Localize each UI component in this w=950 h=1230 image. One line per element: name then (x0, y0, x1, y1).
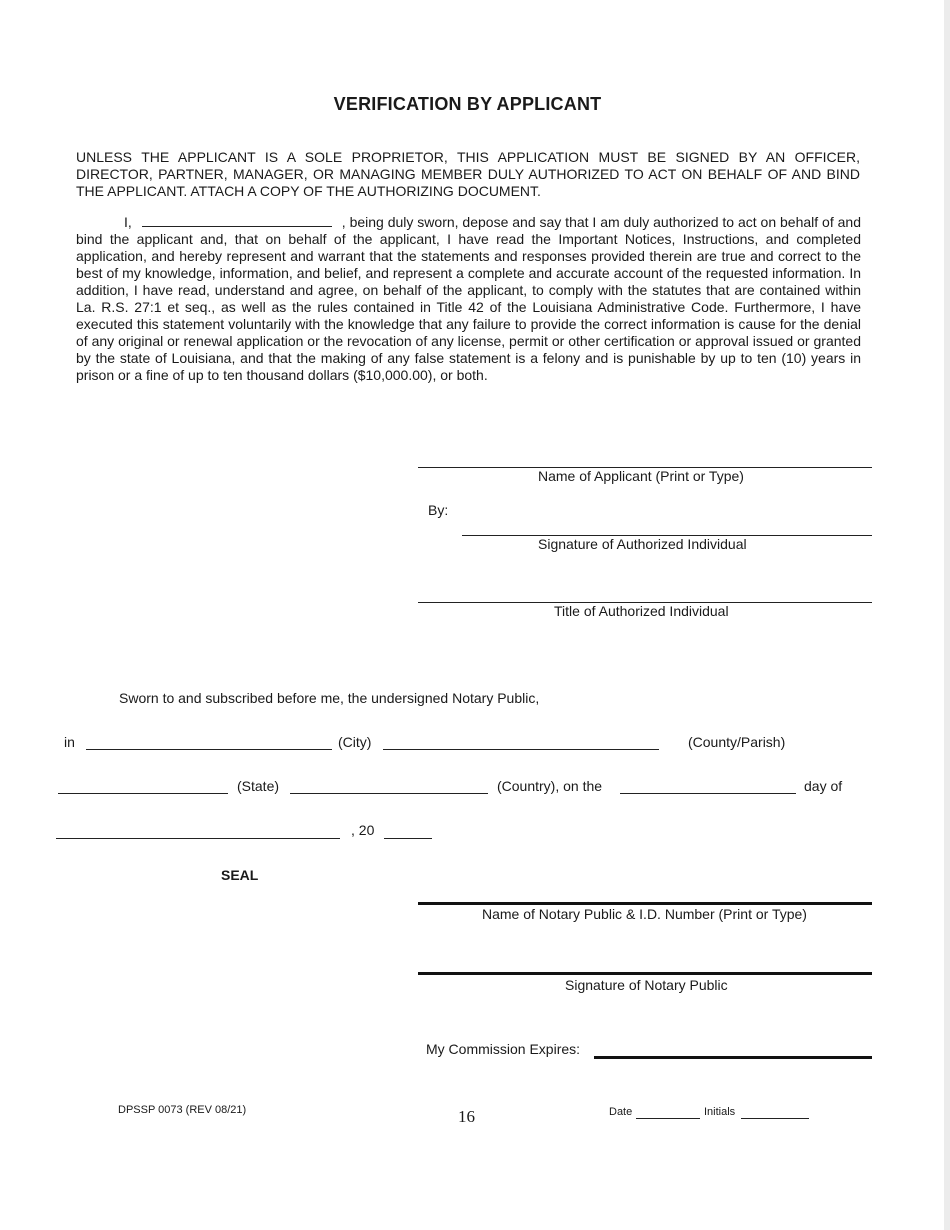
seal-label: SEAL (221, 867, 259, 883)
month-line[interactable] (56, 838, 340, 839)
applicant-name-blank[interactable] (142, 214, 332, 227)
date-label: Date (609, 1106, 633, 1118)
statement-prefix: I, (124, 214, 132, 230)
day-of-label: day of (804, 778, 843, 794)
in-label: in (64, 734, 75, 750)
initials-label: Initials (704, 1106, 736, 1118)
by-label: By: (428, 502, 449, 518)
state-line[interactable] (58, 793, 228, 794)
page-title: VERIFICATION BY APPLICANT (333, 94, 602, 114)
applicant-name-caption: Name of Applicant (Print or Type) (538, 468, 744, 484)
verification-statement (76, 214, 861, 384)
notary-name-line[interactable] (418, 902, 872, 905)
state-label: (State) (237, 778, 280, 794)
country-label: (Country), on the (497, 778, 603, 794)
statement-body: , being duly sworn, depose and say that I am duly authorized to act on behalf of and bind the applicant and, that on behalf of the applicant, I have read the Important Notices, Instructions, and completed application, and hereby represent and warrant that the statements and responses provided therein are true and correct to the best of my knowledge, information, and belief, and represent a complete and accurate account of the requested information. In addition, I have read, understand and agree, on behalf of the applicant, to comply with the statutes that are contained within La. R.S. 27:1 et seq., as well as the rules contained in Title 42 of the Louisiana Administrative Code. Furthermore, I have executed this statement voluntarily with the knowledge that any failure to provide the correct information is cause for the denial of any original or renewal application or the revocation of any license, permit or other certification or approval issued or granted by the state of Louisiana, and that the making of any false statement is a felony and is punishable by up to ten (10) years in prison or a fine of up to ten thousand dollars ($10,000.00), or both. (76, 214, 861, 383)
page-edge (944, 0, 950, 1230)
notary-signature-line[interactable] (418, 972, 872, 975)
form-id: DPSSP 0073 (REV 08/21) (118, 1104, 247, 1116)
country-line[interactable] (290, 793, 488, 794)
page-number: 16 (458, 1107, 475, 1126)
commission-expires-line[interactable] (594, 1056, 872, 1059)
notary-name-caption: Name of Notary Public & I.D. Number (Print or Type) (482, 906, 807, 922)
county-line[interactable] (383, 749, 659, 750)
year-line[interactable] (384, 838, 432, 839)
year-label: , 20 (351, 822, 375, 838)
commission-expires-label: My Commission Expires: (426, 1041, 581, 1057)
day-line[interactable] (620, 793, 796, 794)
sworn-text: Sworn to and subscribed before me, the undersigned Notary Public, (119, 690, 540, 706)
city-label: (City) (338, 734, 372, 750)
initials-line[interactable] (741, 1118, 809, 1119)
authorized-signature-caption: Signature of Authorized Individual (538, 536, 747, 552)
notary-signature-caption: Signature of Notary Public (565, 977, 728, 993)
county-label: (County/Parish) (688, 734, 786, 750)
signing-instructions: UNLESS THE APPLICANT IS A SOLE PROPRIETOR, THIS APPLICATION MUST BE SIGNED BY AN OFFICER, DIRECTOR, PARTNER, MANAGER, OR MANAGING MEMBER DULY AUTHORIZED TO ACT ON BEHALF OF AND BIND THE APPLICANT. ATTACH A COPY OF THE AUTHORIZING DOCUMENT. (76, 149, 860, 199)
authorized-title-caption: Title of Authorized Individual (554, 603, 729, 619)
city-line[interactable] (86, 749, 332, 750)
date-line[interactable] (636, 1118, 700, 1119)
